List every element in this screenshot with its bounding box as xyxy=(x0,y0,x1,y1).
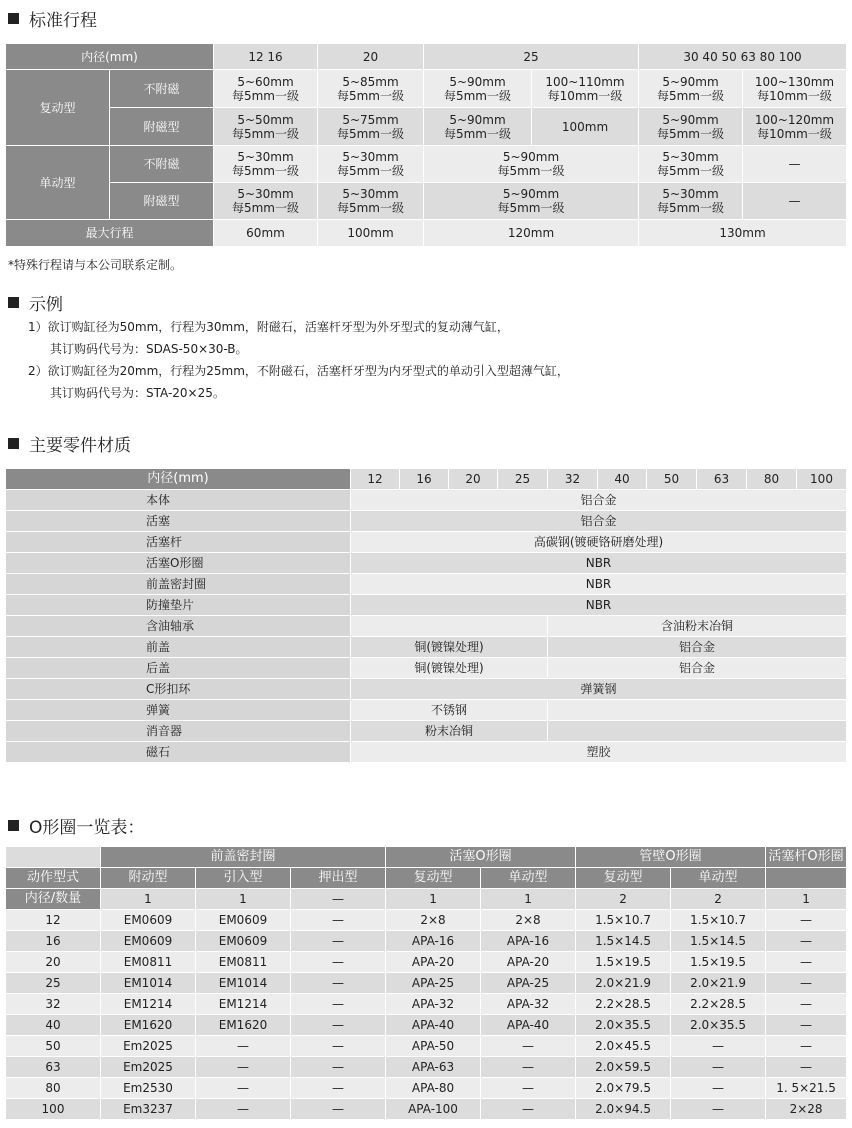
cell: 5~30mm 每5mm一级 xyxy=(318,183,424,220)
example-2-line-2: 其订购码代号为：STA-20×25。 xyxy=(50,386,225,400)
table-cell: — xyxy=(196,1078,291,1099)
part-name: C形扣环 xyxy=(6,679,351,700)
material-bore: 25 xyxy=(498,469,548,490)
row-bore: 12 xyxy=(6,910,101,931)
material-value xyxy=(351,616,548,637)
row-bore: 16 xyxy=(6,931,101,952)
material-value: 高碳钢(镀硬铬研磨处理) xyxy=(351,532,847,553)
part-name: 弹簧 xyxy=(6,700,351,721)
table-row xyxy=(6,1057,847,1078)
table-cell: 2.0×94.5 xyxy=(576,1099,671,1120)
material-table xyxy=(5,468,847,763)
bore-col-25: 25 xyxy=(424,44,639,70)
material-value xyxy=(548,721,847,742)
table-cell: 1.5×14.5 xyxy=(671,931,766,952)
table-row xyxy=(6,931,847,952)
table-cell: — xyxy=(766,931,847,952)
material-value: 铝合金 xyxy=(548,658,847,679)
example-2-line-1: 2）欲订购缸径为20mm，行程为25mm，不附磁石，活塞杆牙型为内牙型式的单动引入型超薄气缸， xyxy=(28,364,569,378)
material-value: 含油粉末冶铜 xyxy=(548,616,847,637)
table-cell: — xyxy=(291,1099,386,1120)
material-value: 铝合金 xyxy=(351,511,847,532)
cell: 5~90mm 每5mm一级 xyxy=(424,70,532,108)
bore-header: 内径(mm) xyxy=(6,44,214,70)
section-title-text: 示例 xyxy=(29,295,63,315)
table-cell: — xyxy=(671,1036,766,1057)
bullet-square-icon xyxy=(8,820,19,831)
table-cell: — xyxy=(291,994,386,1015)
section-title-stroke xyxy=(8,6,97,31)
part-name: 含油轴承 xyxy=(6,616,351,637)
table-cell: APA-20 xyxy=(386,952,481,973)
double-action-label: 复动型 xyxy=(6,70,110,146)
table-cell: 2×28 xyxy=(766,1099,847,1120)
table-cell: Em3237 xyxy=(101,1099,196,1120)
table-row xyxy=(6,910,847,931)
material-value: 弹簧钢 xyxy=(351,679,847,700)
table-cell: APA-80 xyxy=(386,1078,481,1099)
subhead-empty xyxy=(766,868,847,889)
section-title-material xyxy=(8,431,131,456)
material-bore-header: 内径(mm) xyxy=(6,469,351,490)
cell: — xyxy=(743,146,847,183)
table-cell: EM1214 xyxy=(196,994,291,1015)
part-name: 前盖密封圈 xyxy=(6,574,351,595)
cell: 5~90mm 每5mm一级 xyxy=(639,70,743,108)
table-cell: EM1620 xyxy=(101,1015,196,1036)
material-bore: 16 xyxy=(400,469,449,490)
row-bore: 25 xyxy=(6,973,101,994)
row-bore: 50 xyxy=(6,1036,101,1057)
subhead: 复动型 xyxy=(576,868,671,889)
material-bore: 50 xyxy=(647,469,697,490)
table-cell: Em2025 xyxy=(101,1057,196,1078)
table-cell: APA-32 xyxy=(481,994,576,1015)
cell: 5~90mm 每5mm一级 xyxy=(424,183,639,220)
qty: 1 xyxy=(196,889,291,910)
table-cell: APA-32 xyxy=(386,994,481,1015)
material-value: NBR xyxy=(351,595,847,616)
magnet-label: 附磁型 xyxy=(110,108,214,146)
table-cell: — xyxy=(766,952,847,973)
subhead: 单动型 xyxy=(671,868,766,889)
subhead: 复动型 xyxy=(386,868,481,889)
bore-col-12-16: 12 16 xyxy=(214,44,318,70)
table-cell: APA-63 xyxy=(386,1057,481,1078)
table-cell: APA-50 xyxy=(386,1036,481,1057)
cell: 5~85mm 每5mm一级 xyxy=(318,70,424,108)
table-cell: 1.5×10.7 xyxy=(671,910,766,931)
material-value: NBR xyxy=(351,553,847,574)
table-cell: — xyxy=(291,1015,386,1036)
part-name: 本体 xyxy=(6,490,351,511)
subhead: 押出型 xyxy=(291,868,386,889)
oring-table xyxy=(5,846,847,1120)
table-cell: — xyxy=(481,1078,576,1099)
material-bore: 32 xyxy=(548,469,598,490)
table-cell: 2.0×45.5 xyxy=(576,1036,671,1057)
qty: 1 xyxy=(766,889,847,910)
table-cell: Em2025 xyxy=(101,1036,196,1057)
part-name: 磁石 xyxy=(6,742,351,763)
qty-label: 内径/数量 xyxy=(6,889,101,910)
table-cell: 1.5×14.5 xyxy=(576,931,671,952)
max-stroke-label: 最大行程 xyxy=(6,220,214,247)
section-title-text: O形圈一览表： xyxy=(29,818,145,838)
subhead: 附动型 xyxy=(101,868,196,889)
table-cell: EM0609 xyxy=(101,931,196,952)
stroke-table xyxy=(5,43,847,247)
material-value xyxy=(548,700,847,721)
group-rod-oring: 活塞杆O形圈 xyxy=(766,847,847,868)
cell: 5~50mm 每5mm一级 xyxy=(214,108,318,146)
table-cell: 2.0×59.5 xyxy=(576,1057,671,1078)
cell: 60mm xyxy=(214,220,318,247)
row-bore: 32 xyxy=(6,994,101,1015)
cell: 5~30mm 每5mm一级 xyxy=(214,183,318,220)
material-bore: 80 xyxy=(747,469,797,490)
example-1-line-1: 1）欲订购缸径为50mm，行程为30mm，附磁石，活塞杆牙型为外牙型式的复动薄气缸， xyxy=(28,320,509,334)
table-cell: EM0811 xyxy=(196,952,291,973)
cell: 100~110mm 每10mm一级 xyxy=(532,70,639,108)
cell: 5~60mm 每5mm一级 xyxy=(214,70,318,108)
table-cell: — xyxy=(766,910,847,931)
table-cell: — xyxy=(481,1057,576,1078)
cell: 5~30mm 每5mm一级 xyxy=(639,146,743,183)
table-row xyxy=(6,973,847,994)
table-cell: — xyxy=(291,952,386,973)
group-tube-oring: 管壁O形圈 xyxy=(576,847,766,868)
table-row xyxy=(6,1099,847,1120)
table-cell: — xyxy=(766,1057,847,1078)
table-cell: 2.2×28.5 xyxy=(576,994,671,1015)
table-cell: 2.0×21.9 xyxy=(671,973,766,994)
table-cell: — xyxy=(671,1078,766,1099)
material-value: 铜(镀镍处理) xyxy=(351,658,548,679)
table-cell: — xyxy=(196,1036,291,1057)
part-name: 活塞O形圈 xyxy=(6,553,351,574)
table-cell: APA-25 xyxy=(481,973,576,994)
single-action-label: 单动型 xyxy=(6,146,110,220)
table-cell: 2.0×79.5 xyxy=(576,1078,671,1099)
table-cell: 1.5×19.5 xyxy=(671,952,766,973)
qty: 1 xyxy=(481,889,576,910)
bullet-square-icon xyxy=(8,438,19,449)
material-value: 铝合金 xyxy=(548,637,847,658)
section-title-example xyxy=(8,290,63,315)
row-bore: 63 xyxy=(6,1057,101,1078)
table-cell: — xyxy=(481,1099,576,1120)
row-bore: 100 xyxy=(6,1099,101,1120)
bore-col-30-100: 30 40 50 63 80 100 xyxy=(639,44,847,70)
cell: 130mm xyxy=(639,220,847,247)
cell: 100mm xyxy=(318,220,424,247)
table-cell: 1.5×19.5 xyxy=(576,952,671,973)
no-magnet-label: 不附磁 xyxy=(110,146,214,183)
cell: 5~30mm 每5mm一级 xyxy=(318,146,424,183)
cell: 5~90mm 每5mm一级 xyxy=(424,108,532,146)
section-title-oring xyxy=(8,813,144,838)
table-cell: — xyxy=(671,1099,766,1120)
bore-col-20: 20 xyxy=(318,44,424,70)
table-cell: — xyxy=(766,1036,847,1057)
table-cell: — xyxy=(766,973,847,994)
table-cell: EM0609 xyxy=(196,931,291,952)
table-cell: — xyxy=(196,1099,291,1120)
row-bore: 20 xyxy=(6,952,101,973)
table-cell: EM1214 xyxy=(101,994,196,1015)
corner-cell xyxy=(6,847,101,868)
part-name: 防撞垫片 xyxy=(6,595,351,616)
table-cell: 1. 5×21.5 xyxy=(766,1078,847,1099)
row-bore: 40 xyxy=(6,1015,101,1036)
material-value: 塑胶 xyxy=(351,742,847,763)
table-cell: EM0811 xyxy=(101,952,196,973)
cell: 5~30mm 每5mm一级 xyxy=(214,146,318,183)
table-row xyxy=(6,1036,847,1057)
example-1-line-2: 其订购码代号为：SDAS-50×30-B。 xyxy=(50,342,248,356)
cell: 5~90mm 每5mm一级 xyxy=(424,146,639,183)
material-value: 铝合金 xyxy=(351,490,847,511)
table-cell: EM1014 xyxy=(196,973,291,994)
table-row xyxy=(6,994,847,1015)
table-cell: APA-20 xyxy=(481,952,576,973)
row-bore: 80 xyxy=(6,1078,101,1099)
material-value: NBR xyxy=(351,574,847,595)
table-cell: EM1014 xyxy=(101,973,196,994)
qty: — xyxy=(291,889,386,910)
no-magnet-label: 不附磁 xyxy=(110,70,214,108)
action-type-label: 动作型式 xyxy=(6,868,101,889)
material-bore: 63 xyxy=(697,469,747,490)
subhead: 单动型 xyxy=(481,868,576,889)
cell: 5~90mm 每5mm一级 xyxy=(639,108,743,146)
part-name: 活塞 xyxy=(6,511,351,532)
table-cell: 2.0×35.5 xyxy=(576,1015,671,1036)
table-cell: APA-40 xyxy=(481,1015,576,1036)
magnet-label: 附磁型 xyxy=(110,183,214,220)
bullet-square-icon xyxy=(8,297,19,308)
table-cell: 2.0×21.9 xyxy=(576,973,671,994)
table-cell: — xyxy=(291,1057,386,1078)
material-bore: 12 xyxy=(351,469,400,490)
table-cell: 2×8 xyxy=(386,910,481,931)
table-row xyxy=(6,952,847,973)
special-stroke-note: *特殊行程请与本公司联系定制。 xyxy=(8,258,183,272)
material-value: 铜(镀镍处理) xyxy=(351,637,548,658)
material-bore: 100 xyxy=(797,469,847,490)
table-cell: — xyxy=(766,994,847,1015)
table-cell: Em2530 xyxy=(101,1078,196,1099)
part-name: 前盖 xyxy=(6,637,351,658)
cell: 100~130mm 每10mm一级 xyxy=(743,70,847,108)
cell: 100~120mm 每10mm一级 xyxy=(743,108,847,146)
table-cell: APA-100 xyxy=(386,1099,481,1120)
section-title-text: 主要零件材质 xyxy=(29,436,131,456)
table-cell: APA-16 xyxy=(481,931,576,952)
table-cell: 2.2×28.5 xyxy=(671,994,766,1015)
table-cell: 2×8 xyxy=(481,910,576,931)
table-row xyxy=(6,1078,847,1099)
qty: 2 xyxy=(576,889,671,910)
qty: 1 xyxy=(386,889,481,910)
part-name: 消音器 xyxy=(6,721,351,742)
table-cell: EM0609 xyxy=(196,910,291,931)
cell: 5~75mm 每5mm一级 xyxy=(318,108,424,146)
cell: 100mm xyxy=(532,108,639,146)
table-cell: — xyxy=(291,910,386,931)
table-cell: APA-25 xyxy=(386,973,481,994)
material-value: 粉末冶铜 xyxy=(351,721,548,742)
table-cell: EM1620 xyxy=(196,1015,291,1036)
table-cell: — xyxy=(291,931,386,952)
table-cell: — xyxy=(481,1036,576,1057)
table-cell: EM0609 xyxy=(101,910,196,931)
table-row xyxy=(6,1015,847,1036)
part-name: 活塞杆 xyxy=(6,532,351,553)
part-name: 后盖 xyxy=(6,658,351,679)
material-bore: 20 xyxy=(449,469,498,490)
table-cell: — xyxy=(671,1057,766,1078)
table-cell: — xyxy=(291,1036,386,1057)
table-cell: APA-40 xyxy=(386,1015,481,1036)
table-cell: 1.5×10.7 xyxy=(576,910,671,931)
material-value: 不锈钢 xyxy=(351,700,548,721)
table-cell: — xyxy=(196,1057,291,1078)
qty: 1 xyxy=(101,889,196,910)
cell: — xyxy=(743,183,847,220)
oring-rows xyxy=(6,910,847,1120)
qty: 2 xyxy=(671,889,766,910)
material-bore: 40 xyxy=(598,469,647,490)
cell: 120mm xyxy=(424,220,639,247)
group-front-seal: 前盖密封圈 xyxy=(101,847,386,868)
section-title-text: 标准行程 xyxy=(29,11,97,31)
table-cell: — xyxy=(291,1078,386,1099)
cell: 5~30mm 每5mm一级 xyxy=(639,183,743,220)
subhead: 引入型 xyxy=(196,868,291,889)
group-piston-oring: 活塞O形圈 xyxy=(386,847,576,868)
bullet-square-icon xyxy=(8,13,19,24)
table-cell: — xyxy=(291,973,386,994)
table-cell: — xyxy=(766,1015,847,1036)
table-cell: 2.0×35.5 xyxy=(671,1015,766,1036)
table-cell: APA-16 xyxy=(386,931,481,952)
